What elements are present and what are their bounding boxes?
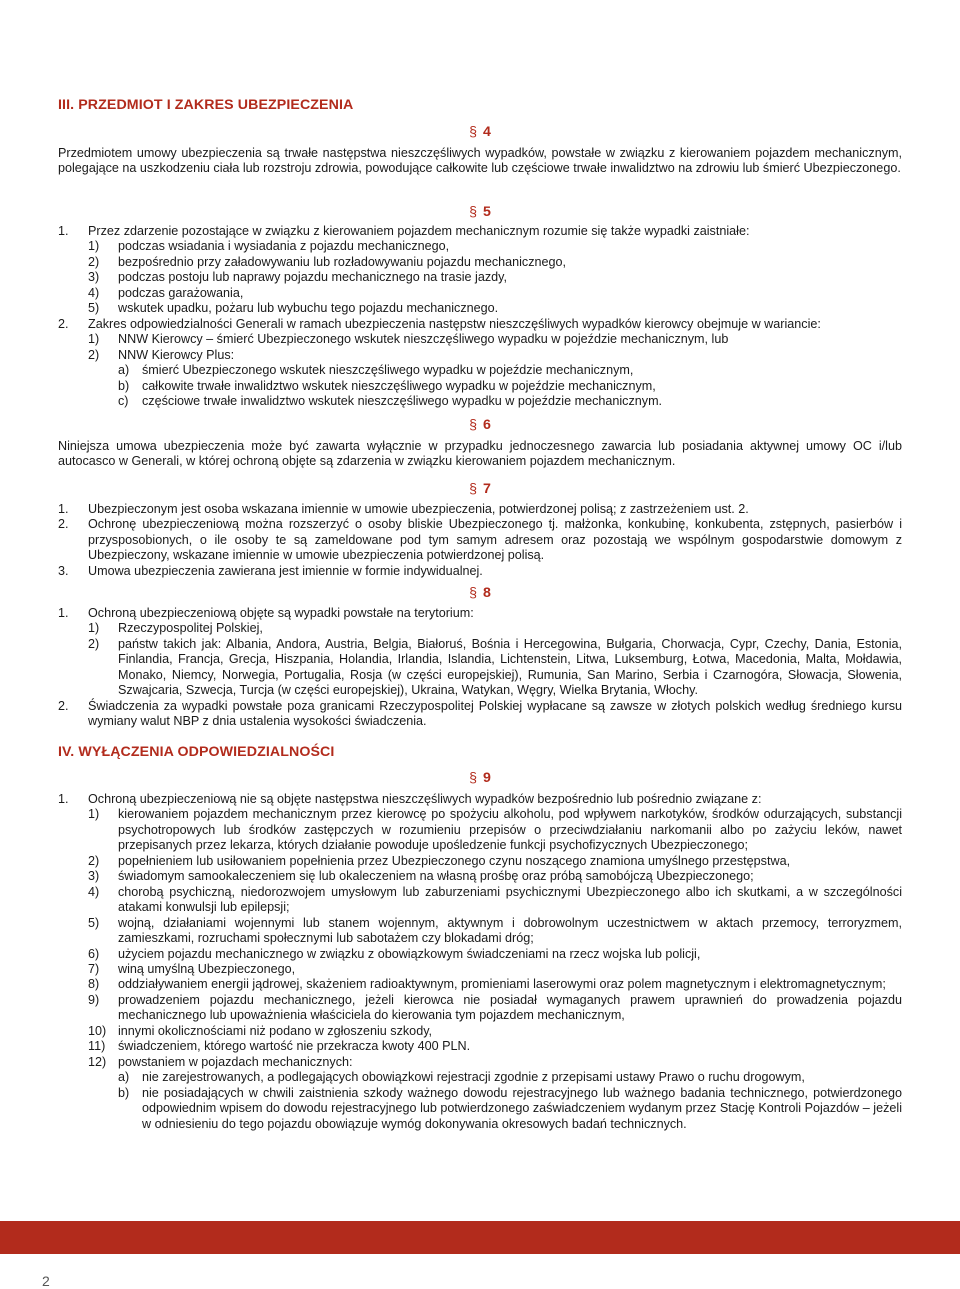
paragraph-heading-5	[58, 205, 902, 220]
list-item: 3) podczas postoju lub naprawy pojazdu mechanicznego na trasie jazdy,	[88, 270, 508, 285]
paragraph-8	[58, 606, 902, 730]
list-item: 4) chorobą psychiczną, niedorozwojem umysłowym lub zaburzeniami psychicznymi Ubezpieczonego albo ich skutkami, a w szczególności atakami konwulsji lub epilepsji;	[88, 884, 902, 915]
list-item: 6) użyciem pojazdu mechanicznego w związku z obowiązkowym świadczeniami na rzecz wojska lub policji,	[88, 946, 701, 961]
section-sign: §	[469, 204, 477, 220]
paragraph-number: 7	[483, 481, 491, 497]
paragraph-heading-8	[58, 586, 902, 601]
list-item: 1. Ubezpieczonym jest osoba wskazana imiennie w umowie ubezpieczenia, potwierdzonej polisą; z zastrzeżeniem ust. 2.	[58, 502, 749, 516]
list-item: 7) winą umyślną Ubezpieczonego,	[88, 961, 296, 976]
list-item: a) śmierć Ubezpieczonego wskutek nieszczęśliwego wypadku w pojeździe mechanicznym,	[118, 363, 634, 378]
section-sign: §	[469, 481, 477, 497]
list-item: 1. Ochroną ubezpieczeniową objęte są wypadki powstałe na terytorium:	[58, 606, 474, 620]
list-item: b) całkowite trwałe inwalidztwo wskutek nieszczęśliwego wypadku w pojeździe mechanicznym,	[118, 378, 656, 393]
list-item: 1) kierowaniem pojazdem mechanicznym przez kierowcę po spożyciu alkoholu, pod wpływem narkotyków, środków odurzających, substancji psychotropowych lub środków zastępczych w rozumieniu przepisów o przeciwdziałaniu narkomanii albo po zażyciu leków, nawet przepisanych przez lekarza, których działanie powoduje upośledzenie funkcji psychofizycznych Ubezpieczonego;	[88, 807, 902, 853]
list-item: 10) innymi okolicznościami niż podano w zgłoszeniu szkody,	[88, 1023, 433, 1038]
list-item: 2) państw takich jak: Albania, Andora, Austria, Belgia, Białoruś, Bośnia i Hercegowina, Bułgaria, Chorwacja, Cypr, Czechy, Dania, Estonia, Finlandia, Francja, Grecja, Hiszpania, Holandia, Irlandia, Islandia, Lichtenstein, Litwa, Luksemburg, Łotwa, Macedonia, Malta, Mołdawia, Monako, Niemcy, Norwegia, Portugalia, Rosja (w części europejskiej), Rumunia, San Marino, Serbia i Czarnogóra, Słowacja, Słowenia, Szwajcaria, Szwecja, Turcja (w części europejskiej), Ukraina, Watykan, Węgry, Wielka Brytania, Włochy.	[88, 636, 902, 698]
list-item: 2) bezpośrednio przy załadowywaniu lub rozładowywaniu pojazdu mechanicznego,	[88, 254, 567, 269]
list-item: 1) Rzeczypospolitej Polskiej,	[88, 621, 263, 636]
list-item: 2. Ochronę ubezpieczeniową można rozszerzyć o osoby bliskie Ubezpieczonego tj. małżonka, konkubinę, konkubenta, zstępnych, pasierbów i przysposobionych, o ile osoby te są zameldowane pod tym samym adresem oraz pozostają we wspólnym gospodarstwie domowym z Ubezpieczony, wskazane imiennie w umowie ubezpieczenia potwierdzonej polisą.	[58, 517, 902, 563]
section-title-iv: IV. WYŁĄCZENIA ODPOWIEDZIALNOŚCI	[58, 744, 335, 760]
list-item: 11) świadczeniem, którego wartość nie przekracza kwoty 400 PLN.	[88, 1039, 471, 1054]
list-item: c) częściowe trwałe inwalidztwo wskutek nieszczęśliwego wypadku w pojeździe mechanicznym.	[118, 393, 663, 408]
list-item: 3. Umowa ubezpieczenia zawierana jest imiennie w formie indywidualnej.	[58, 563, 483, 578]
list-item: 2. Zakres odpowiedzialności Generali w ramach ubezpieczenia następstw nieszczęśliwych wypadków kierowcy obejmuje w wariancie:	[58, 316, 821, 331]
list-item: 9) prowadzeniem pojazdu mechanicznego, jeżeli kierowca nie posiadał wymaganych prawem uprawnień do prowadzenia pojazdu mechanicznego lub upoważnienia właściciela do kierowania tym pojazdem mechanicznym,	[88, 992, 902, 1023]
list-item: 1) NNW Kierowcy – śmierć Ubezpieczonego wskutek nieszczęśliwego wypadku w pojeździe mechanicznym, lub	[88, 332, 729, 347]
paragraph-6	[58, 439, 902, 470]
paragraph-heading-9	[58, 771, 902, 786]
list-item: 1) podczas wsiadania i wysiadania z pojazdu mechanicznego,	[88, 239, 450, 254]
paragraph-number: 5	[483, 204, 491, 220]
list-item: 1. Ochroną ubezpieczeniową nie są objęte następstwa nieszczęśliwych wypadków bezpośrednio lub pośrednio związane z:	[58, 792, 762, 806]
list-item: 12) powstaniem w pojazdach mechanicznych:	[88, 1054, 353, 1069]
list-item: 5) wskutek upadku, pożaru lub wybuchu tego pojazdu mechanicznego.	[88, 301, 499, 316]
paragraph-heading-6	[58, 418, 902, 433]
paragraph-7	[58, 502, 902, 579]
list-item: 5) wojną, działaniami wojennymi lub stanem wojennym, aktywnym i dobrowolnym uczestnictwem w aktach przemocy, terroryzmem, zamieszkami, rozruchami społecznymi lub sabotażem czy blokadami dróg;	[88, 915, 902, 946]
paragraph-4	[58, 146, 902, 177]
list-item: 2. Świadczenia za wypadki powstałe poza granicami Rzeczypospolitej Polskiej wypłacane są zawsze w złotych polskich według średniego kursu wymiany walut NBP z dnia ustalenia wysokości świadczenia.	[58, 698, 902, 729]
list-item: 4) podczas garażowania,	[88, 285, 244, 300]
paragraph-number: 4	[483, 124, 491, 140]
paragraph-9	[58, 792, 902, 1132]
footer-bar	[0, 1221, 960, 1254]
paragraph-6-text: Niniejsza umowa ubezpieczenia może być zawarta wyłącznie w przypadku jednoczesnego zawarcia lub posiadania aktywnej umowy OC i/lub autocasco w Generali, w której ochroną objęte są zdarzenia w związku kierowaniem pojazdem mechanicznym.	[58, 439, 902, 469]
paragraph-number: 8	[483, 585, 491, 601]
paragraph-4-text: Przedmiotem umowy ubezpieczenia są trwałe następstwa nieszczęśliwych wypadków, powstałe w związku z kierowaniem pojazdem mechanicznym, polegające na uszkodzeniu ciała lub rozstroju zdrowia, powodujące całkowite lub częściowe trwałe inwalidztwo na zdrowiu lub śmierć Ubezpieczonego.	[58, 146, 902, 176]
paragraph-heading-4	[58, 125, 902, 140]
section-sign: §	[469, 585, 477, 601]
list-item: a) nie zarejestrowanych, a podlegających obowiązkowi rejestracji zgodnie z przepisami ustawy Prawo o ruchu drogowym,	[118, 1070, 805, 1085]
list-item: 2) NNW Kierowcy Plus:	[88, 347, 235, 362]
list-item: b) nie posiadających w chwili zaistnienia szkody ważnego dowodu rejestracyjnego lub ważnego badania technicznego, potwierdzonego odpowiednim wpisem do dowodu rejestracyjnego lub potwierdzonego zaświadczeniem wydanym przez Stację Kontroli Pojazdów – jeżeli w odniesieniu do tego pojazdu obowiązuje wymóg dokonywania okresowych badań technicznych.	[118, 1085, 902, 1131]
paragraph-5	[58, 224, 902, 409]
section-sign: §	[469, 770, 477, 786]
list-item: 1. Przez zdarzenie pozostające w związku z kierowaniem pojazdem mechanicznym rozumie się także wypadki zaistniałe:	[58, 224, 750, 238]
section-sign: §	[469, 417, 477, 433]
page-number: 2	[42, 1273, 50, 1289]
list-item: 3) świadomym samookaleczeniem się lub okaleczeniem na własną prośbę oraz próbą samobójczą Ubezpieczonego;	[88, 869, 754, 884]
section-sign: §	[469, 124, 477, 140]
paragraph-number: 6	[483, 417, 491, 433]
paragraph-heading-7	[58, 482, 902, 497]
paragraph-number: 9	[483, 770, 491, 786]
section-title-iii: III. PRZEDMIOT I ZAKRES UBEZPIECZENIA	[58, 97, 354, 113]
list-item: 8) oddziaływaniem energii jądrowej, skażeniem radioaktywnym, promieniami laserowymi oraz polem magnetycznym i elektromagnetycznym;	[88, 977, 886, 992]
list-item: 2) popełnieniem lub usiłowaniem popełnienia przez Ubezpieczonego czynu noszącego znamiona umyślnego przestępstwa,	[88, 853, 791, 868]
